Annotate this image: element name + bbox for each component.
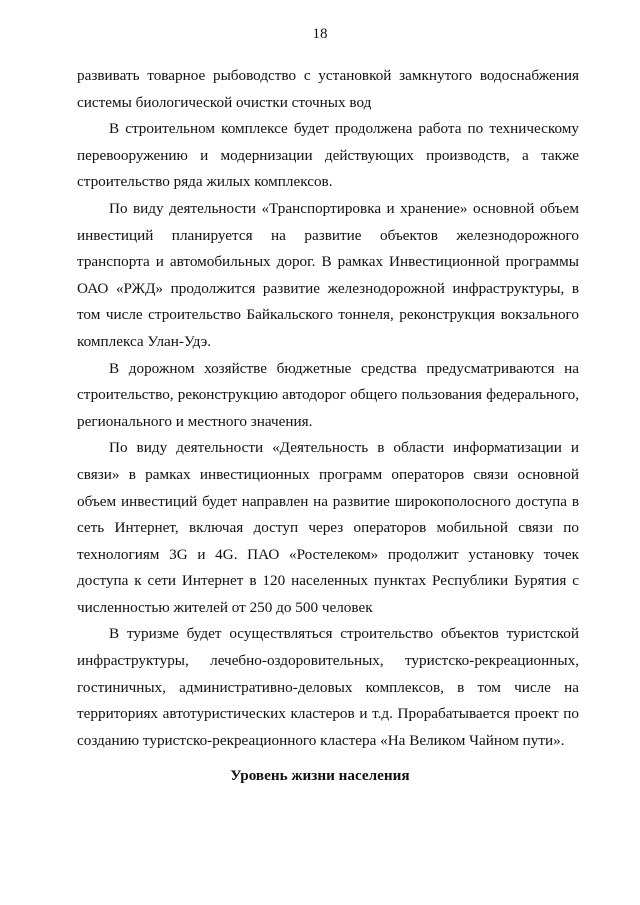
paragraph-tourism: В туризме будет осуществляться строительство объектов туристской инфраструктуры, лечебно-оздоровительных, туристско-рекреационных, гостиничных, административно-деловых комплексов, в том числе на территориях автотуристических кластеров и т.д. Прорабатывается проект по созданию туристско-рекреационного кластера «На Великом Чайном пути». — [77, 625, 579, 749]
body-text — [77, 63, 579, 754]
paragraph-roads: В дорожном хозяйстве бюджетные средства предусматриваются на строительство, реконструкцию автодорог общего пользования федерального, регионального и местного значения. — [77, 359, 579, 430]
paragraph-continuation: развивать товарное рыбоводство с установкой замкнутого водоснабжения системы биологической очистки сточных вод — [77, 67, 579, 111]
paragraph-construction: В строительном комплексе будет продолжена работа по техническому перевооружению и модернизации действующих производств, а также строительство ряда жилых комплексов. — [77, 120, 579, 191]
section-heading: Уровень жизни населения — [230, 767, 410, 784]
page-number: 18 — [312, 26, 328, 42]
paragraph-transport: По виду деятельности «Транспортировка и хранение» основной объем инвестиций планируется на развитие объектов железнодорожного транспорта и автомобильных дорог. В рамках Инвестиционной программы ОАО «РЖД» продолжится развитие железнодорожной инфраструктуры, в том числе строительство Байкальского тоннеля, реконструкция вокзального комплекса Улан-Удэ. — [77, 199, 579, 350]
paragraph-communications: По виду деятельности «Деятельность в области информатизации и связи» в рамках инвестиционных программ операторов связи основной объем инвестиций будет направлен на развитие широкополосного доступа в сеть Интернет, включая доступ через операторов мобильной связи по технологиям 3G и 4G. ПАО «Ростелеком» продолжит установку точек доступа к сети Интернет в 120 населенных пунктах Республики Бурятия с численностью жителей от 250 до 500 человек — [77, 439, 579, 616]
